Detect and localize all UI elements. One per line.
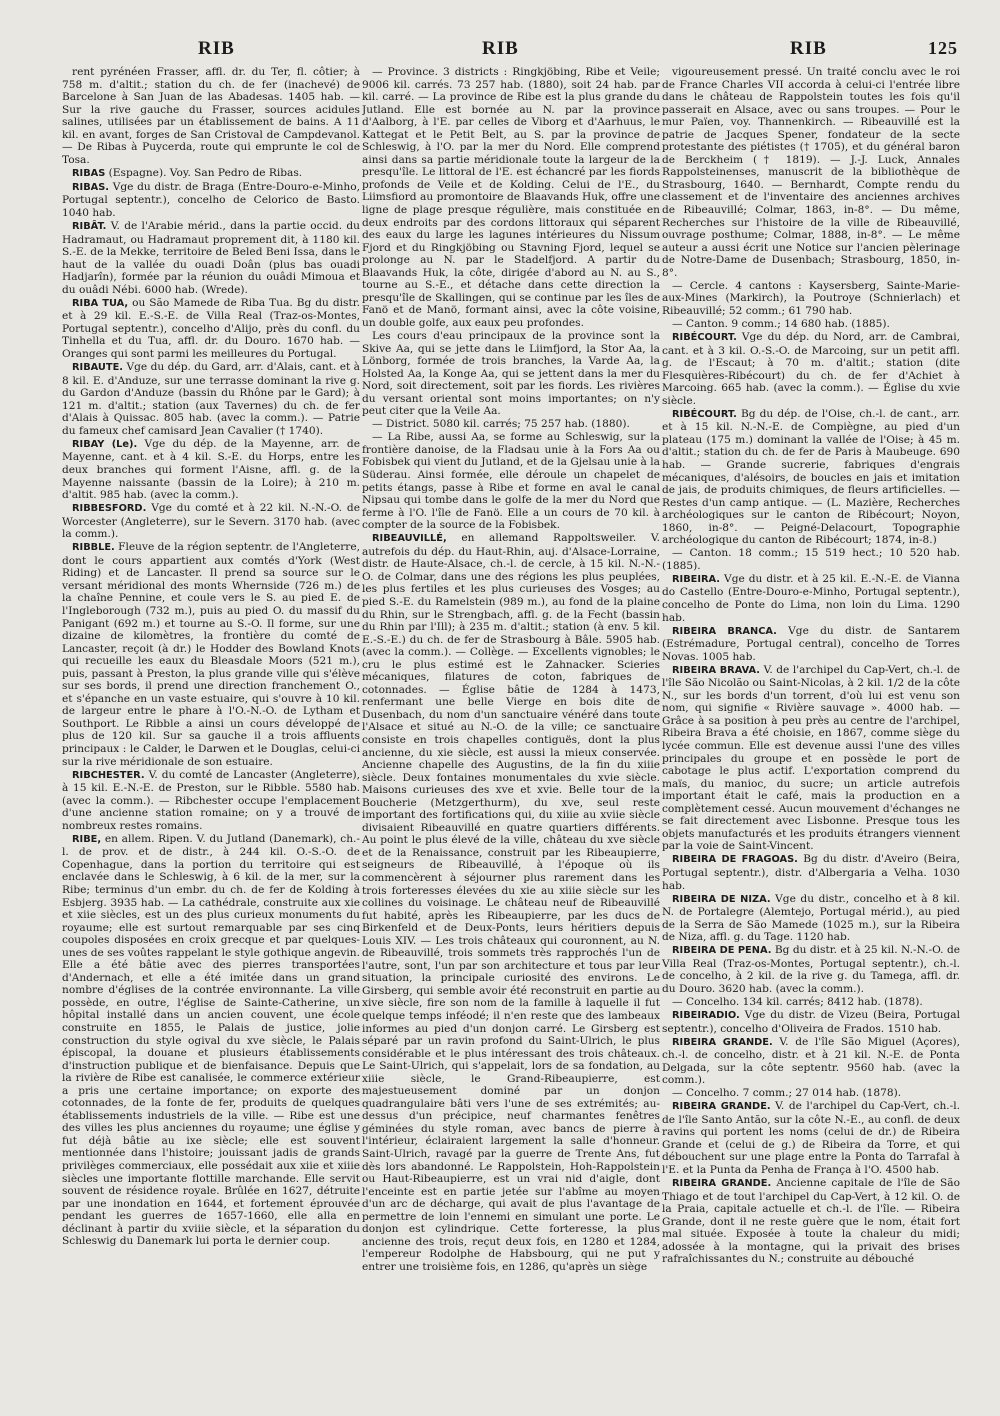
entry	[362, 431, 660, 531]
entry	[662, 331, 960, 407]
running-head-center: RIB	[482, 38, 519, 59]
entry-text: — Canton. 18 comm.; 15 519 hect.; 10 520 hab. (1885).	[662, 547, 960, 572]
entry-headword: RIBEIRA DE FRAGOAS.	[672, 854, 798, 866]
column-left	[62, 66, 360, 1406]
entry-text: Bg du dép. de l'Oise, ch.-l. de cant., arr. et à 15 kil. N.-N.-E. de Compiègne, au pied d'un plateau (175 m.) dominant la vallée de l'Oise; à 45 m. d'altit.; station du ch. de fer de Paris à Maubeuge. 690 hab. — Grande sucrerie, fabriques d'engrais mécaniques, d'alésoirs, de boucles en jais et imitation de jais, de produits chimiques, de fleurs artificielles. — Restes d'un camp antique. — (L. Mazière, Recherches archéologiques sur le canton de Ribécourt; Noyon, 1860, in-8°. — Peigné-Delacourt, Topographie archéologique du canton de Ribécourt; 1874, in-8.)	[662, 407, 960, 547]
entry	[662, 664, 960, 853]
entry-headword: RIBAS.	[72, 181, 110, 193]
entry	[662, 893, 960, 944]
entry-text: en allemand Rappoltsweiler. V. autrefois du dép. du Haut-Rhin, auj. d'Alsace-Lorraine, distr. de Haute-Alsace, ch.-l. de cercle, à 15 kil. N.-N.-O. de Colmar, dans une des régions les plus peuplées, les plus fertiles et les plus curieuses des Vosges; au pied S.-E. du Ramelstein (989 m.), au fond de la plaine du Rhin, sur le Strengbach, affl. g. de la Fecht (bassin du Rhin par l'Ill); à 235 m. d'altit.; station (à env. 5 kil. E.-S.-E.) du ch. de fer de Strasbourg à Bâle. 5905 hab. (avec la comm.). — Collège. — Excellents vignobles; le cru le plus estimé est le Zahnacker. Scieries mécaniques, filatures de coton, fabriques de cotonnades. — Église bâtie de 1284 à 1473, renfermant une belle Vierge en bois dite de Dusenbach, du nom d'un sanctuaire vénéré dans toute l'Alsace et situé au N.-O. de la ville; ce sanctuaire consiste en trois chapelles contiguës, dont la plus ancienne, du xie siècle, est aussi la mieux conservée. Ancienne chapelle des Augustins, de la fin du xiiie siècle. Deux fontaines monumentales du xvie siècle. Maisons curieuses des xve et xvie. Belle tour de la Boucherie (Metzgerthurm), du xve, seul reste important des fortifications qui, du xiiie au xviie siècle divisaient Ribeauvillé en quatre quartiers différents. Au point le plus élevé de la ville, château du xve siècle et de la Renaissance, construit par les Ribeaupierre, seigneurs de Ribeauvillé, à l'époque où ils commencèrent à séjourner plus rarement dans les trois forteresses élevées du xie au xiiie siècle sur les collines du voisinage. Le château neuf de Ribeauvillé fut habité, après les Ribeaupierre, par les ducs de Birkenfeld et de Deux-Ponts, leurs héritiers depuis Louis XIV. — Les trois châteaux qui couronnent, au N. de Ribeauvillé, trois sommets très rapprochés l'un de l'autre, sont, l'un par son architecture et tous par leur situation, la principale curiosité des environs. Le Girsberg, qui semble avoir été reconstruit en partie au xive siècle, fire son nom de la famille à laquelle il fut quelque temps inféodé; il n'en reste que des lambeaux informes au pied d'un donjon carré. Le Girsberg est séparé par un ravin profond du Saint-Ulrich, le plus considérable et le plus intéressant des trois châteaux. Le Saint-Ulrich, qui s'appelait, lors de sa fondation, au xiiie siècle, le Grand-Ribeaupierre, est majestueusement dominé par un donjon quadrangulaire bâti vers l'une de ses extrémités; au-dessus d'un précipice, neuf charmantes fenêtres géminées du style roman, avec bancs de pierre à l'intérieur, éclairaient largement la salle d'honneur. Saint-Ulrich, ravagé par la guerre de Trente Ans, fut dès lors abandonné. Le Rappolstein, Hoh-Rappolstein ou Haut-Ribeaupierre, est un vrai nid d'aigle, dont l'enceinte est en partie jetée sur l'abîme au moyen d'un arc de décharge, qui avait de plus l'avantage de permettre de loin l'ennemi en simulant une porte. Le donjon est cylindrique. Cette forteresse, la plus ancienne des trois, reçut deux fois, en 1280 et 1284, l'empereur Rodolphe de Habsbourg, qui ne put y entrer une troisième fois, en 1286, qu'après un siège	[362, 532, 660, 1273]
entry-headword: RIBEIRA DE NIZA.	[672, 893, 771, 905]
entry-text: Vge du distr. de Braga (Entre-Douro-e-Minho, Portugal septentr.), concelho de Celorico de Basto. 1040 hab.	[62, 180, 360, 220]
entry-text: Vge du distr. et à 25 kil. E.-N.-E. de Vianna do Castello (Entre-Douro-e-Minho, Portugal septentr.), concelho de Ponte do Lima, non loin du Lima. 1290 hab.	[662, 572, 960, 624]
entry-text: ou São Mamede de Riba Tua. Bg du distr. et à 29 kil. E.-S.-E. de Villa Real (Traz-os-Montes, Portugal septentr.), concelho d'Alijo, près du confl. du Tinhella et du Tua, affl. dr. du Douro. 1670 hab. — Oranges qui sont parmi les meilleures du Portugal.	[62, 296, 360, 361]
entry	[62, 361, 360, 437]
entry	[62, 181, 360, 220]
entry	[62, 297, 360, 361]
entry	[662, 1036, 960, 1087]
entry-headword: RIBEIRA GRANDE.	[672, 1036, 773, 1048]
entry	[662, 1177, 960, 1266]
entry-text: V. du comté de Lancaster (Angleterre), à 15 kil. E.-N.-E. de Preston, sur le Ribble. 5580 hab. (avec la comm.). — Ribchester occupe l'emplacement d'une ancienne station romaine; on y a trouvé de nombreux restes romains.	[62, 768, 360, 832]
page-number: 125	[928, 38, 958, 58]
entry-text: Vge du distr., concelho et à 8 kil. N. de Portalegre (Alemtejo, Portugal mérid.), au pied de la Serra de São Mamede (1025 m.), sur la Ribeira de Niza, affl. g. du Tage. 1120 hab.	[662, 892, 960, 944]
entry	[662, 944, 960, 995]
entry	[362, 418, 660, 431]
entry-text: Vge du dép. de la Mayenne, arr. de Mayenne, cant. et à 4 kil. S.-E. du Horps, entre les deux branches qui forment l'Aisne, affl. g. de la Mayenne naissante (bassin de la Loire); à 210 m. d'altit. 985 hab. (avec la comm.).	[62, 437, 360, 502]
running-head-right: RIB	[790, 38, 827, 59]
entry	[662, 625, 960, 664]
entry	[62, 769, 360, 833]
entry-text: V. de l'Arabie mérid., dans la partie occid. du Hadramaut, ou Hadramaut proprement dit, à 1180 kil. S.-E. de la Mekke, territoire de Beled Beni Issa, dans le haut de la vallée du ouadi Doân (plus bas ouadi Hadjarîn), formée par la réunion du ouâdi Mimoua et du ouâdi Nébi. 6000 hab. (Wrede).	[62, 220, 360, 296]
entry	[662, 1087, 960, 1100]
entry	[62, 167, 360, 181]
entry	[62, 438, 360, 502]
entry-headword: RIBBLE.	[72, 542, 115, 554]
entry-headword: RIBÉCOURT.	[672, 408, 737, 420]
entry-headword: RIBCHESTER.	[72, 769, 145, 781]
entry-text: en allem. Ripen. V. du Jutland (Danemark), ch.-l. de prov. et de distr., à 244 kil. O.-S.-O. de Copenhague, dans la portion du territoire qui est enclavée dans le Schleswig, à 6 kil. de la mer, sur la Ribe; terminus d'un embr. du ch. de fer de Kolding à Esbjerg. 3935 hab. — La cathédrale, construite aux xie et xiie siècles, est un des plus curieux monuments du royaume; elle est surtout remarquable par ses cinq coupoles disposées en croix grecque et par quelques-unes de ses voûtes rappelant le style gothique angevin. Elle a été bâtie avec des pierres transportées d'Andernach, et elle a été imitée dans un grand nombre d'églises de la contrée environnante. La ville possède, en outre, l'église de Sainte-Catherine, un hôpital installé dans un ancien couvent, une école construite en 1855, le Palais de justice, jolie construction du style ogival du xve siècle, le Palais épiscopal, la douane et plusieurs établissements d'instruction publique et de bienfaisance. Depuis que la rivière de Ribe est canalisée, le commerce extérieur a pris une certaine importance; on exporte des cotonnades, de la fonte de fer, produits de quelques établissements industriels de la ville. — Ribe est une des villes les plus anciennes du royaume; une église y fut déjà bâtie au ixe siècle; elle est souvent mentionnée dans l'histoire; jouissant jadis de grands privilèges commerciaux, elle possédait aux xiie et xiiie siècles une importante flottille marchande. Elle servit souvent de résidence royale. Brûlée en 1627, détruite par une inondation en 1644, et fortement éprouvée pendant les guerres de 1657-1660, elle alla en déclinant à partir du xviiie siècle, et la séparation du Schleswig du Danemark lui porta le dernier coup.	[62, 832, 360, 1248]
entry-text: — Province. 3 districts : Ringkjöbing, Ribe et Veile; 9006 kil. carrés. 73 257 hab. (1880), soit 24 hab. par kil. carré. — La province de Ribe est la plus grande du Jutland. Elle est bornée au N. par la province d'Aalborg, à l'E. par celles de Viborg et d'Aarhuus, le Kattegat et le Petit Belt, au S. par la province de Schleswig, à l'O. par la mer du Nord. Elle comprend ainsi dans sa partie méridionale toute la largeur de la presqu'île. Le littoral de l'E. est échancré par les fiords profonds de Veile et de Kolding. Celui de l'E., du Liimsfiord au promontoire de Blaavands Huk, offre une ligne de plage presque régulière, mais constituée en deux endroits par des cordons littoraux qui séparent des eaux du large les lagunes intérieures du Nissum Fjord et du Ringkjöbing ou Stavning Fjord, lequel se prolonge au N. par le Stadelfjord. A partir du Blaavands Huk, la côte, dirigée d'abord au N. au S., tourne au S.-E., et détache dans cette direction la presqu'île de Skallingen, qui se continue par les îles de Fanö et de Manö, formant ainsi, avec la côte voisine, un double golfe, aux eaux peu profondes.	[362, 66, 660, 329]
entry-text: — Cercle. 4 cantons : Kaysersberg, Sainte-Marie-aux-Mines (Markirch), la Poutroye (Schnierlach) et Ribeauvillé; 52 comm.; 61 790 hab.	[662, 279, 960, 317]
entry	[662, 1009, 960, 1035]
entry-text: Vge du dép. du Gard, arr. d'Alais, cant. et à 8 kil. E. d'Anduze, sur une terrasse dominant la rive g. du Gardon d'Anduze (bassin du Rhône par le Gard); à 121 m. d'altit.; station (aux Tavernes) du ch. de fer d'Alais à Quissac. 805 hab. (avec la comm.). — Patrie du fameux chef camisard Jean Cavalier († 1740).	[62, 361, 360, 437]
entry	[662, 547, 960, 572]
entry-text: — Canton. 9 comm.; 14 680 hab. (1885).	[672, 317, 890, 330]
entry-headword: RIBEIRA BRANCA.	[672, 625, 777, 637]
entry	[62, 833, 360, 1248]
running-head-left: RIB	[198, 38, 235, 59]
entry	[662, 996, 960, 1009]
entry	[362, 532, 660, 1273]
entry-headword: RIBÉCOURT.	[672, 331, 737, 343]
entry-text: Les cours d'eau principaux de la province sont la Skive Aa, qui se jette dans le Liimfjord, la Stor Aa, la Lönborg, formée de trois branches, la Varde Aa, la Holsted Aa, la Konge Aa, qui se jettent dans la mer du Nord, soit directement, soit par les fiords. Les rivières du versant oriental sont moins importantes; on n'y peut citer que la Veile Aa.	[362, 329, 660, 418]
entry	[662, 408, 960, 547]
entry-headword: RIBÂT.	[72, 221, 107, 233]
entry-text: Vge du dép. du Nord, arr. de Cambrai, cant. et à 3 kil. O.-S.-O. de Marcoing, sur un petit affl. g. de l'Escaut; à 70 m. d'altit.; station (dite Flesquières-Ribécourt) du ch. de fer d'Achiet à Marcoing. 665 hab. (avec la comm.). — Église du xvie siècle.	[662, 330, 960, 407]
entry-text: Bg du distr. et à 25 kil. N.-N.-O. de Villa Real (Traz-os-Montes, Portugal septentr.), ch.-l. de concelho, à 2 kil. de la rive g. du Tamega, affl. dr. du Douro. 3620 hab. (avec la comm.).	[662, 944, 960, 995]
entry-headword: RIBEAUVILLÉ,	[372, 533, 447, 545]
entry-text: (Espagne). Voy. San Pedro de Ribas.	[105, 166, 303, 179]
entry-text: Ancienne capitale de l'île de São Thiago et de tout l'archipel du Cap-Vert, à 12 kil. O. de la Praia, capitale actuelle et ch.-l. de l'île. — Ribeira Grande, dont il ne reste guère que le nom, était fort mal située. Exposée à toute la chaleur du midi; adossée à la montagne, qui la privait des brises rafraîchissantes du N.; construite au débouché	[662, 1177, 960, 1266]
entry-text: Vge du distr. de Vizeu (Beira, Portugal septentr.), concelho d'Oliveira de Frados. 1510 hab.	[662, 1008, 960, 1035]
entry-headword: RIBEIRA GRANDE.	[672, 1101, 771, 1113]
entry-headword: RIBAY (Le).	[72, 438, 138, 450]
entry-text: — District. 5080 kil. carrés; 75 257 hab. (1880).	[372, 418, 630, 431]
entry-text: Fleuve de la région septentr. de l'Angleterre, dont le cours appartient aux comtés d'York (West Riding) et de Lancaster. Il prend sa source sur le versant méridional des monts Whernside (726 m.) de la chaîne Pennine, et coule vers le S. au pied E. de l'Ingleborough (732 m.), puis au pied O. du massif du Panigant (692 m.) et tourne au S.-O. Il forme, sur une dizaine de kilomètres, la frontière du comté de Lancaster, reçoit (à dr.) le Hodder des Bowland Knots qui recueille les eaux du Bleasdale Moors (521 m.), puis, passant à Preston, la plus grande ville qui s'élève sur ses bords, il prend une direction franchement O., et s'épanche en un vaste estuaire, qui s'ouvre à 10 kil. de largeur entre le phare à l'O.-N.-O. de Lytham et Southport. Le Ribble a ainsi un cours développé de plus de 120 kil. Sur sa gauche il a trois affluents principaux : le Calder, le Darwen et le Douglas, celui-ci sur la rive méridionale de son estuaire.	[62, 541, 360, 768]
entry-headword: RIBBESFORD.	[72, 503, 147, 515]
entry-text: rent pyrénéen Frasser, affl. dr. du Ter, fl. côtier; à 758 m. d'altit.; station du ch. de fer (inachevé) de Barcelone à San Juan de las Abadesas. 1405 hab. — Sur la rive gauche du Frasser, sources acidules salines, utilisées par un établissement de bains. A 11 kil. en avant, forges de San Cristoval de Campdevanol. — De Ribas à Puycerda, route qui emprunte le col de Tosa.	[62, 66, 360, 166]
entry	[362, 66, 660, 329]
entry-text: V. de l'archipel du Cap-Vert, ch.-l. de l'île Santo Antão, sur la côte N.-E., au confl. de deux ravins qui portent les noms (celui de dr.) de Ribeira Grande et (celui de g.) de Ribeira da Torre, et qui débouchent sur une plage entre la Ponta do Tarrafal à l'E. et la Punta da Penha de França à l'O. 4500 hab.	[662, 1100, 960, 1177]
entry-text: — Concelho. 7 comm.; 27 014 hab. (1878).	[672, 1087, 902, 1100]
entry-headword: RIBEIRADIO.	[672, 1009, 740, 1021]
entry	[62, 66, 360, 166]
entry-headword: RIBEIRA GRANDE.	[672, 1178, 772, 1190]
entry-text: V. de l'île São Miguel (Açores), ch.-l. de concelho, distr. et à 21 kil. N.-E. de Ponta Delgada, sur la côte septentr. 9560 hab. (avec la comm.).	[662, 1035, 960, 1087]
entry	[662, 853, 960, 892]
entry	[662, 280, 960, 318]
entry	[662, 1100, 960, 1176]
entry-text: V. de l'archipel du Cap-Vert, ch.-l. de l'île São Nicolão ou Saint-Nicolas, à 2 kil. 1/2 de la côte N., sur les bords d'un torrent, d'où lui est venu son nom, qui signifie « Rivière sauvage ». 4000 hab. — Grâce à sa position à peu près au centre de l'archipel, Ribeira Brava a été choisie, en 1867, comme siège du lycée commun. Elle est devenue aussi l'une des villes principales du groupe et en possède le port de cabotage le plus actif. L'exportation comprend du maïs, du manioc, du sucre; un article autrefois important était le café, mais la production en a complètement cessé. Aucun mouvement d'échanges ne se fait directement avec Lisbonne. Presque tous les objets manufacturés et les produits étrangers viennent par la voie de Saint-Vincent.	[662, 663, 960, 853]
entry-headword: RIBAS	[72, 167, 106, 179]
entry-headword: RIBEIRA DE PENA.	[672, 945, 772, 957]
entry	[362, 330, 660, 418]
entry-headword: RIBEIRA.	[672, 573, 721, 585]
entry	[62, 541, 360, 768]
entry-headword: RIBEIRA BRAVA.	[672, 664, 761, 676]
entry-headword: RIBE,	[72, 833, 102, 845]
entry	[662, 318, 960, 331]
entry-text: — Concelho. 134 kil. carrés; 8412 hab. (1878).	[672, 995, 923, 1008]
entry-headword: RIBAUTE.	[72, 362, 123, 374]
entry-text: Bg du distr. d'Aveiro (Beira, Portugal septentr.), distr. d'Albergaria a Velha. 1030 hab.	[662, 853, 960, 892]
entry	[62, 502, 360, 541]
column-right	[662, 66, 960, 1406]
entry-headword: RIBA TUA,	[72, 297, 129, 309]
entry-text: Vge du distr. de Santarem (Estrémadure, Portugal central), concelho de Torres Novas. 1005 hab.	[662, 624, 960, 663]
entry	[62, 220, 360, 296]
entry-text: — La Ribe, aussi Aa, se forme au Schleswig, sur la frontière danoise, de la Fladsau unie à la Fors Aa ou Fobisbek qui vient du Jutland, et de la Gjelsau unie à la Süderau. Ainsi formée, elle déroule un chapelet de petits étangs, passe à Ribe et forme en aval le canal Nipsau qui tombe dans le golfe de la mer du Nord que ferme à l'O. l'île de Fanö. Elle a un cours de 70 kil. à compter de la source de la Fobisbek.	[362, 431, 660, 532]
entry-text: Vge du comté et à 22 kil. N.-N.-O. de Worcester (Angleterre), sur le Severn. 3170 hab. (avec la comm.).	[62, 502, 360, 541]
entry	[662, 66, 960, 279]
entry	[662, 573, 960, 624]
entry-text: vigoureusement pressé. Un traité conclu avec le roi de France Charles VII accorda à celui-ci l'entrée libre dans le château de Rappolstein toutes les fois qu'il passerait en Alsace, avec ou sans troupes. — Pour le mur Païen, voy. Thannenkirch. — Ribeauvillé est la patrie de Jacques Spener, fondateur de la secte protestante des piétistes († 1705), et du général baron de Berckheim († 1819). — J.-J. Luck, Annales Rappolsteinenses, manuscrit de la bibliothèque de Strasbourg, 1640. — Bernhardt, Compte rendu du classement et de l'inventaire des anciennes archives de Ribeauvillé; Colmar, 1863, in-8°. — Du même, Recherches sur l'histoire de la ville de Ribeauvillé, ouvrage posthume; Colmar, 1888, in-8°. — Le même auteur a aussi écrit une Notice sur l'ancien pèlerinage de Notre-Dame de Dusenbach; Strasbourg, 1850, in-8°.	[662, 66, 960, 279]
column-middle	[362, 66, 660, 1406]
